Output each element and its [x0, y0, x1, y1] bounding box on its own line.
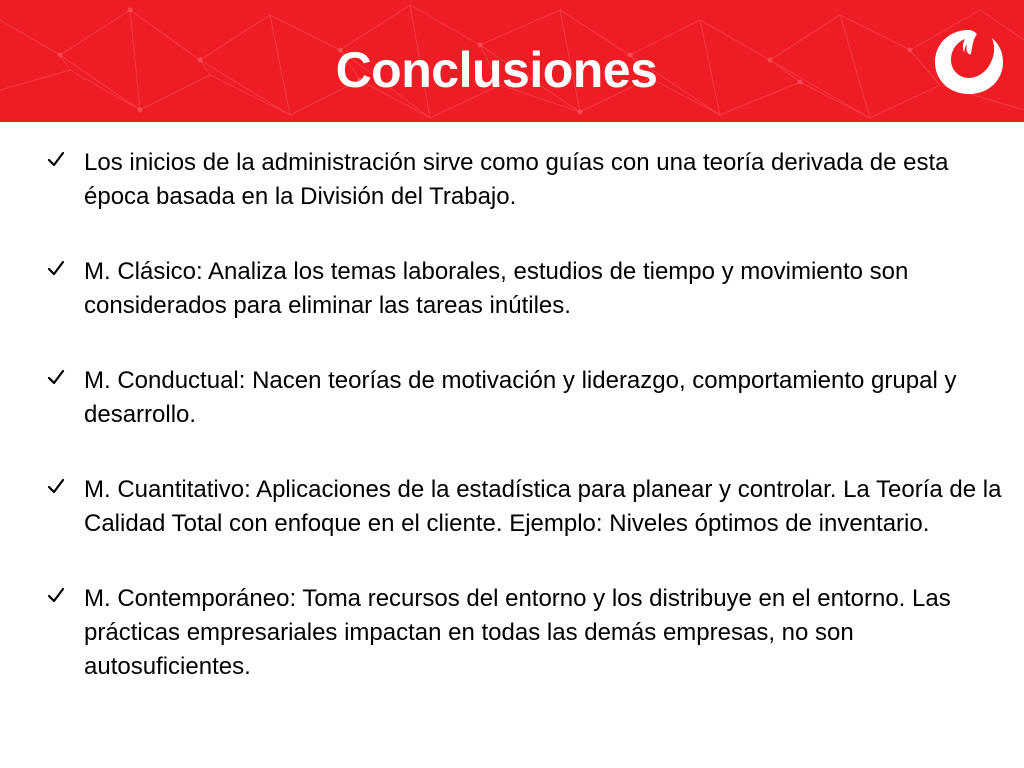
check-mark-icon: [47, 368, 65, 386]
check-mark-icon: [47, 586, 65, 604]
list-item: [0, 473, 1024, 541]
check-mark-icon: [47, 150, 65, 168]
list-item-text: M. Conductual: Nacen teorías de motivación y liderazgo, comportamiento grupal y desarrollo.: [84, 367, 957, 428]
list-item: [0, 582, 1024, 684]
check-mark-icon: [47, 477, 65, 495]
list-item-text: M. Cuantitativo: Aplicaciones de la estadística para planear y controlar. La Teoría de la Calidad Total con enfoque en el cliente. Ejemplo: Niveles óptimos de inventario.: [84, 476, 1002, 537]
list-item: [0, 364, 1024, 432]
list-item-text: Los inicios de la administración sirve como guías con una teoría derivada de esta época basada en la División del Trabajo.: [84, 149, 949, 210]
conclusions-list: [0, 146, 1024, 725]
title-banner: [0, 0, 1024, 122]
list-item-text: M. Clásico: Analiza los temas laborales, estudios de tiempo y movimiento son considerados para eliminar las tareas inútiles.: [84, 258, 909, 319]
list-item-text: M. Contemporáneo: Toma recursos del entorno y los distribuye en el entorno. Las prácticas empresariales impactan en todas las demás empresas, no son autosuficientes.: [84, 585, 951, 680]
list-item: [0, 146, 1024, 214]
check-mark-icon: [47, 259, 65, 277]
upc-flame-logo-icon: [929, 22, 1009, 102]
slide-title: Conclusiones: [335, 42, 658, 98]
list-item: [0, 255, 1024, 323]
